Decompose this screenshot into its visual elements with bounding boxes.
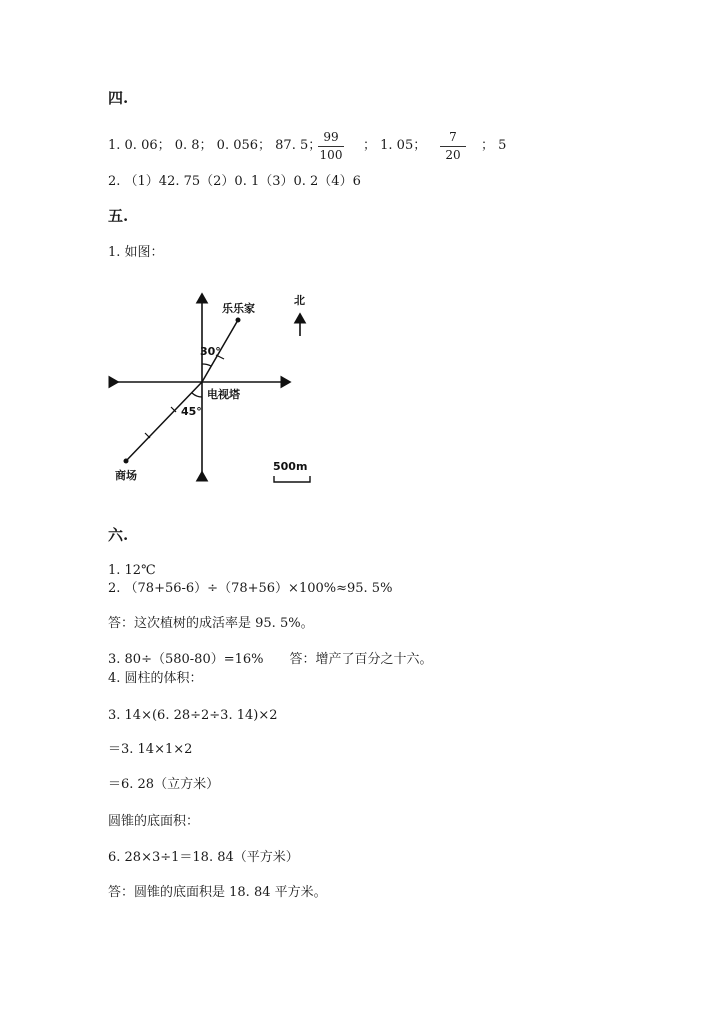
answer-6-line: ＝6. 28（立方米） bbox=[108, 777, 220, 792]
section-4-heading: 四. bbox=[108, 89, 129, 107]
answer-6-line: 1. 12℃ bbox=[108, 563, 156, 578]
fraction-numerator: 99 bbox=[323, 130, 339, 144]
section-5-heading: 五. bbox=[108, 207, 129, 225]
answer-6-line: 4. 圆柱的体积： bbox=[108, 671, 203, 686]
answer-6-line: 答：圆锥的底面积是 18. 84 平方米。 bbox=[108, 885, 327, 900]
mall-point bbox=[124, 459, 129, 464]
label-north: 北 bbox=[294, 294, 305, 307]
answer-6-line: 圆锥的底面积： bbox=[108, 814, 200, 829]
answer-4-1-part-a: 1. 0. 06； 0. 8； 0. 056； 87. 5； bbox=[108, 138, 322, 153]
label-angle-45: 45° bbox=[181, 405, 202, 418]
fraction-numerator: 7 bbox=[449, 130, 457, 144]
label-angle-30: 30° bbox=[200, 345, 221, 358]
home-point bbox=[236, 318, 241, 323]
label-scale: 500m bbox=[273, 460, 308, 473]
fraction-denominator: 100 bbox=[319, 148, 343, 162]
label-mall: 商场 bbox=[115, 469, 137, 482]
label-home: 乐乐家 bbox=[222, 302, 255, 315]
answer-6-line: 3. 14×(6. 28÷2÷3. 14)×2 bbox=[108, 708, 278, 723]
answer-6-line: 2. （78+56-6）÷（78+56）×100%≈95. 5% bbox=[108, 581, 393, 596]
answer-4-1-part-b: ； 1. 05； bbox=[363, 138, 427, 153]
answer-6-line: ＝3. 14×1×2 bbox=[108, 742, 193, 757]
label-tower: 电视塔 bbox=[207, 388, 240, 401]
section-6-heading: 六. bbox=[108, 526, 129, 544]
answer-5-1: 1. 如图： bbox=[108, 245, 164, 260]
answer-6-line: 3. 80÷（580-80）=16% 答：增产了百分之十六。 bbox=[108, 652, 433, 667]
mall-line-tick bbox=[145, 433, 150, 438]
angle-arc-30 bbox=[202, 364, 211, 366]
answer-4-2: 2. （1）42. 75（2）0. 1（3）0. 2（4）6 bbox=[108, 174, 361, 189]
answer-6-line: 6. 28×3÷1＝18. 84（平方米） bbox=[108, 850, 299, 865]
answer-4-1-part-c: ； 5 bbox=[481, 138, 507, 153]
line-to-mall bbox=[126, 382, 202, 461]
fraction-denominator: 20 bbox=[445, 148, 461, 162]
answer-6-line: 答：这次植树的成活率是 95. 5%。 bbox=[108, 616, 314, 631]
angle-arc-45 bbox=[192, 393, 202, 397]
scale-bar bbox=[274, 476, 310, 482]
